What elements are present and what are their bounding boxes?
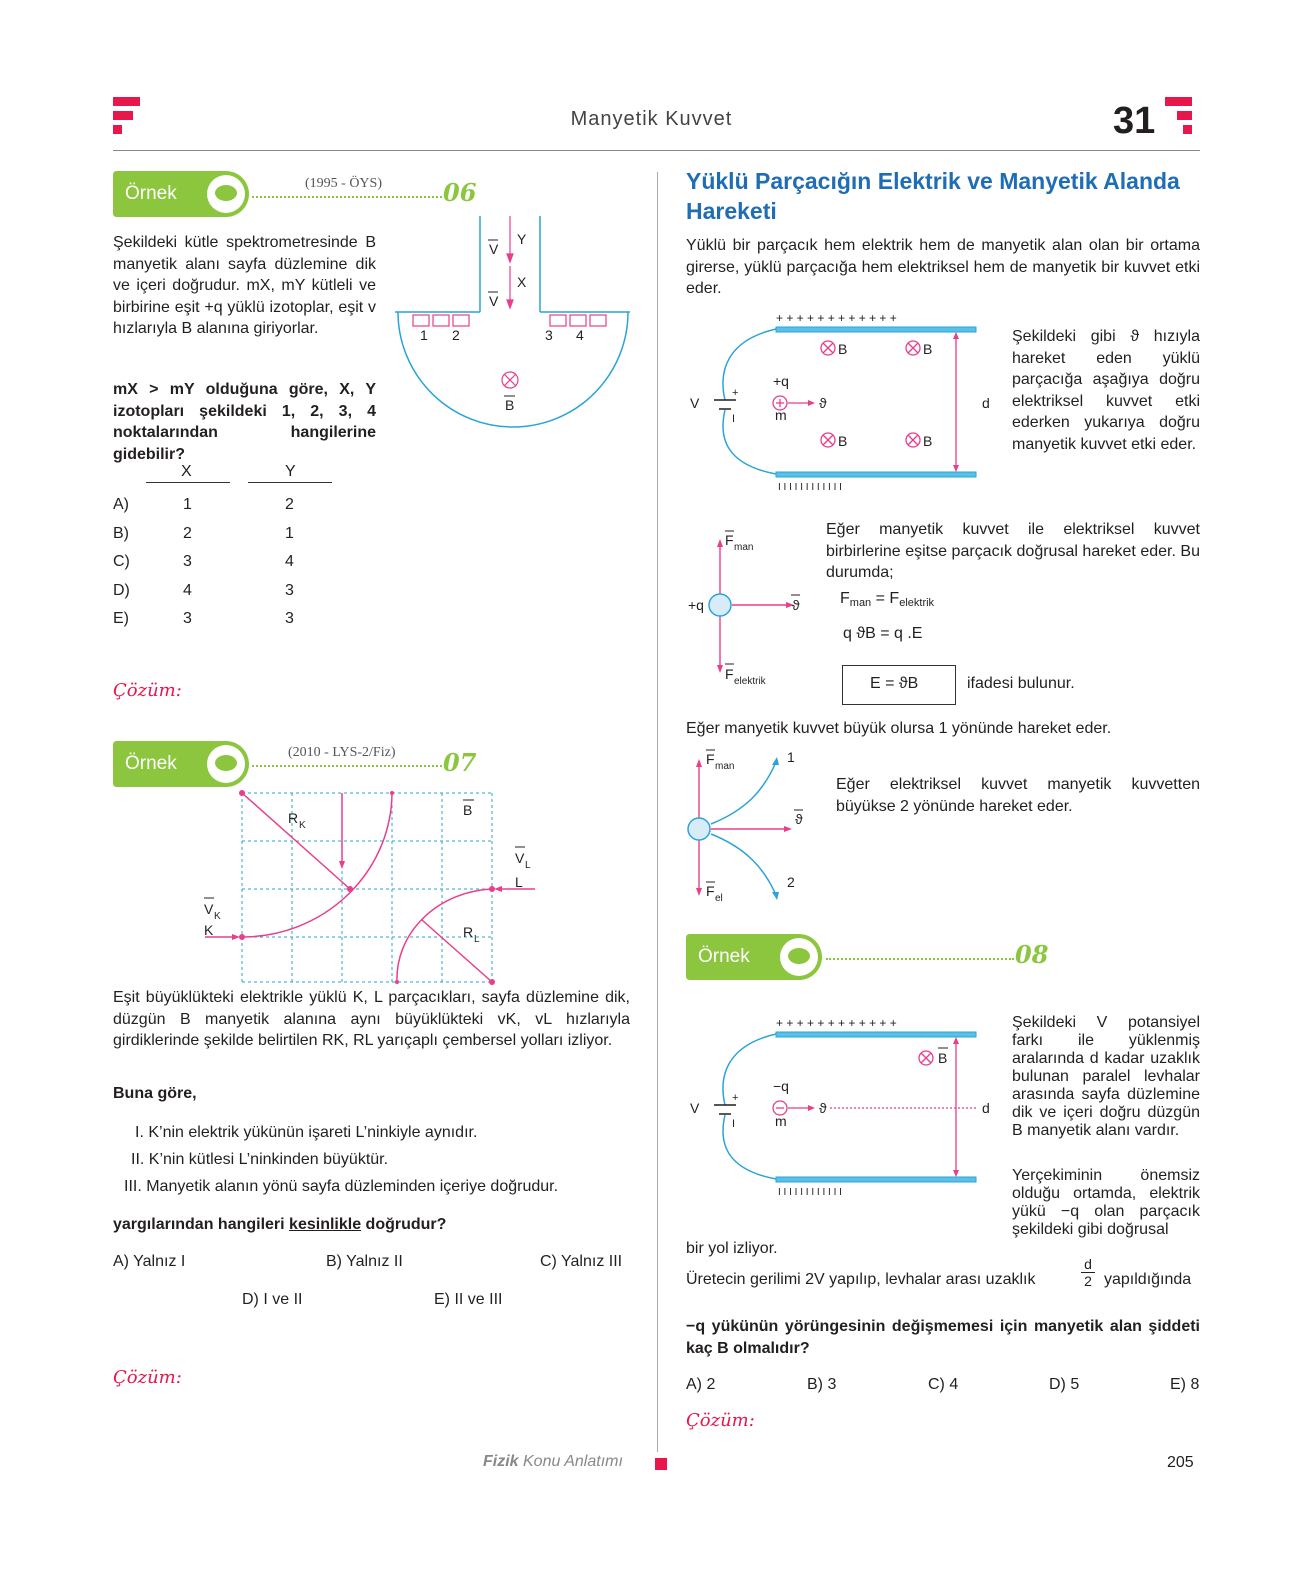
option-c[interactable]: C) 4 [928,1376,959,1393]
mass-label: m [775,407,787,423]
fig-point-4: 4 [576,327,584,343]
example-label: Örnek [698,946,750,967]
voltage-label: V [690,1100,700,1116]
fig-k-label: K [204,922,214,938]
velocity-label: ϑ [819,395,827,411]
option-letter[interactable]: E) [113,610,129,627]
fig-y-label: Y [517,231,527,247]
question-suffix: doğrudur? [361,1216,447,1233]
footer-book-bold: Fizik [483,1453,519,1470]
minus-row: I I I I I I I I I I I I [778,482,842,493]
header-rule [113,150,1200,151]
solution-label: Çözüm: [686,1410,755,1431]
speech-bubble-icon [207,175,245,213]
logo-right [1165,97,1193,137]
fig-b-label: B [463,802,473,818]
velocity-label: ϑ [795,811,803,827]
option-a[interactable]: A) 2 [686,1376,716,1393]
example-08-text-2: Yerçekiminin önemsiz olduğu ortamda, elektrik yükü −q olan parçacık şekildeki gibi doğrusal [1012,1167,1200,1238]
example-badge-06 [113,171,249,217]
col-rule-x [146,482,230,483]
svg-text:+: + [732,387,739,399]
fman-label: F [725,532,734,548]
col-rule-y [248,482,332,483]
option-value-y: 3 [285,610,294,627]
fig-vl-label: V [515,850,525,866]
dotted-leader [252,765,442,767]
charge-label: +q [688,597,704,613]
result-note: ifadesi bulunur. [967,675,1075,692]
example-source: (2010 - LYS-2/Fiz) [288,745,396,760]
example-badge-08 [686,934,822,980]
fman-sub: man [715,761,735,772]
example-06-question: mX > mY olduğuna göre, X, Y izotopları şekildeki 1, 2, 3, 4 noktalarından hangilerine gidebilir? [113,381,376,463]
solution-label: Çözüm: [113,1367,182,1388]
charge-label: −q [773,1078,789,1094]
dotted-leader [826,958,1014,960]
fig-rk-label: R [288,810,299,826]
page-number-top: 31 [1113,100,1156,142]
eq1-mid: = F [871,590,900,607]
fraction-num: d [1084,1256,1092,1272]
example-number: 08 [1015,940,1049,969]
option-value-y: 1 [285,524,294,542]
b-label: B [923,341,933,357]
fig-rl-label: R [463,924,474,940]
fig-point-2: 2 [452,327,460,343]
option-letter[interactable]: B) [113,524,129,542]
minus-row: I I I I I I I I I I I I [778,1187,842,1198]
velocity-label: ϑ [819,1100,827,1116]
fig-rk-sub: K [299,820,306,831]
b-label: B [923,433,933,449]
dotted-leader [252,196,442,198]
fig-vl-sub: L [525,860,531,871]
fig-vk-sub: K [214,911,221,922]
statement-i: I. K’nin elektrik yükünün işareti L’ninkiyle aynıdır. [135,1124,478,1141]
example-badge-07 [113,741,249,787]
charge-label: +q [773,373,789,389]
footer-book-title [483,1453,623,1471]
distance-label: d [982,395,990,411]
option-value-x: 3 [183,610,192,627]
example-08-text-4: Üretecin gerilimi 2V yapılıp, levhalar arası uzaklık [686,1271,1036,1288]
example-08-text-3: bir yol izliyor. [686,1240,778,1257]
option-e[interactable]: E) II ve III [434,1291,503,1308]
statement-iii: III. Manyetik alanın yönü sayfa düzleminden içeriye doğrudur. [124,1178,559,1195]
option-value-y: 3 [285,581,294,599]
equation-3: E = ϑB [870,675,919,692]
footer-square [655,1458,667,1470]
question-prefix: yargılarından hangileri [113,1216,290,1233]
fig-point-1: 1 [420,327,428,343]
option-d[interactable]: D) 5 [1049,1376,1080,1393]
example-07-question [113,1214,446,1236]
option-value-x: 1 [183,496,192,513]
fman-label: F [706,751,715,767]
felek-sub: elektrik [734,676,766,687]
example-08-text-5: yapıldığında [1104,1271,1192,1288]
option-letter[interactable]: D) [113,581,130,599]
solution-label: Çözüm: [113,680,182,701]
option-e[interactable]: E) 8 [1170,1376,1200,1393]
speech-bubble-icon [207,745,245,783]
equation-1 [840,590,934,609]
big-magnetic-text: Eğer manyetik kuvvet büyük olursa 1 yönünde hareket eder. [686,720,1112,737]
fraction-den: 2 [1081,1272,1095,1289]
intro-text: Yüklü bir parçacık hem elektrik hem de manyetik alan olan bir ortama girerse, yüklü parçacığa hem elektriksel hem de manyetik bir kuvvet etki eder. [686,237,1200,297]
option-a[interactable]: A) Yalnız I [113,1253,186,1270]
distance-label: d [982,1100,990,1116]
direction-2: 2 [787,874,795,890]
equality-text: Eğer manyetik kuvvet ile elektriksel kuvvet birbirlerine eşitse parçacık doğrusal hareket eder. Bu durumda; [826,521,1200,581]
fraction [1081,1256,1095,1289]
question-underlined: kesinlikle [289,1216,362,1233]
col-header-y: Y [285,463,296,480]
option-letter[interactable]: A) [113,496,129,513]
example-08-question: −q yükünün yörüngesinin değişmemesi için manyetik alan şiddeti kaç B olmalıdır? [686,1318,1200,1357]
col-header-x: X [181,463,192,480]
fig-point-3: 3 [545,327,553,343]
example-label: Örnek [125,183,177,204]
eq1-sub2: elektrik [899,597,935,609]
footer-book-rest: Konu Anlatımı [518,1453,623,1470]
header-title: Manyetik Kuvvet [570,108,733,130]
fel-label: F [706,883,715,899]
option-d[interactable]: D) I ve II [242,1291,303,1308]
capacitor-figure-1 [688,310,988,495]
statement-ii: II. K’nin kütlesi L’ninkinden büyüktür. [131,1151,389,1168]
b-label: B [838,341,848,357]
eq1-sub1: man [849,597,872,609]
example-label: Örnek [125,753,177,774]
voltage-label: V [690,395,700,411]
fig-l-label: L [515,874,523,890]
fig-rl-sub: L [474,934,480,945]
plus-row: + + + + + + + + + + + + [776,311,897,325]
deflection-figure [686,750,816,915]
option-value-x: 2 [183,524,192,542]
example-06-text: Şekildeki kütle spektrometresinde B manyetik alanı sayfa düzlemine dik ve içeri doğrudur. mX, mY kütleli ve birbirine eşit +q yüklü izotoplar, eşit v hızlarıyla B alanına giriyorlar. [113,234,376,337]
capacitor-figure-2 [688,1015,988,1200]
example-07-buna: Buna göre, [113,1085,197,1102]
big-electric-text: Eğer elektriksel kuvvet manyetik kuvvetten büyükse 2 yönünde hareket eder. [836,776,1200,815]
mass-label: m [775,1113,787,1129]
option-letter[interactable]: C) [113,553,130,570]
svg-text:I: I [732,1118,736,1130]
option-value-y: 2 [285,496,294,513]
option-value-x: 3 [183,553,192,570]
footer-page-number: 205 [1167,1454,1194,1471]
fig-b-label: B [505,397,515,413]
mass-spectrometer-figure [395,216,635,428]
b-label: B [938,1050,948,1066]
fig-x-label: X [517,274,527,290]
direction-1: 1 [787,749,795,765]
example-08-text-1: Şekildeki V potansiyel farkı ile yüklenmiş aralarında d kadar uzaklık bulunan paralel levhalar arasında sayfa düzlemine dik ve içeri doğru düzgün B manyetik alanı vardır. [1012,1014,1200,1139]
example-number: 06 [443,178,477,207]
equation-2: q ϑB = q .E [843,625,923,642]
felek-label: F [725,666,734,682]
option-value-x: 4 [183,581,192,599]
svg-text:+: + [732,1092,739,1104]
option-c[interactable]: C) Yalnız III [540,1253,623,1270]
fig1-description: Şekildeki gibi ϑ hızıyla hareket eden yüklü parçacığa aşağıya doğru elektriksel kuvvet etki ederken yukarıya doğru manyetik kuvvet etki eder. [1012,328,1200,453]
option-value-y: 4 [285,553,294,570]
circular-paths-figure [200,785,570,990]
option-b[interactable]: B) 3 [807,1376,837,1393]
force-balance-figure [688,527,808,697]
velocity-label: ϑ [792,597,800,613]
plus-row: + + + + + + + + + + + + [776,1016,897,1030]
section-heading: Yüklü Parçacığın Elektrik ve Manyetik Alanda Hareketi [686,168,1180,224]
example-number: 07 [443,748,477,777]
svg-text:I: I [732,413,736,425]
fig-v-label: V [489,241,499,257]
fig-vk-label: V [204,901,214,917]
fig-v-label: V [489,293,499,309]
eq1-f: F [840,590,850,607]
example-source: (1995 - ÖYS) [305,176,382,191]
option-b[interactable]: B) Yalnız II [326,1253,403,1270]
b-label: B [838,433,848,449]
column-divider [657,172,658,1452]
fman-sub: man [734,542,754,553]
fel-sub: el [715,893,723,904]
speech-bubble-icon [780,938,818,976]
example-07-text: Eşit büyüklükteki elektrikle yüklü K, L parçacıkları, sayfa düzlemine dik, düzgün B manyetik alanına aynı büyüklükteki vK, vL hızlarıyla girdiklerinde şekilde belirtilen RK, RL yarıçaplı çembersel yolları izliyor. [113,989,630,1049]
